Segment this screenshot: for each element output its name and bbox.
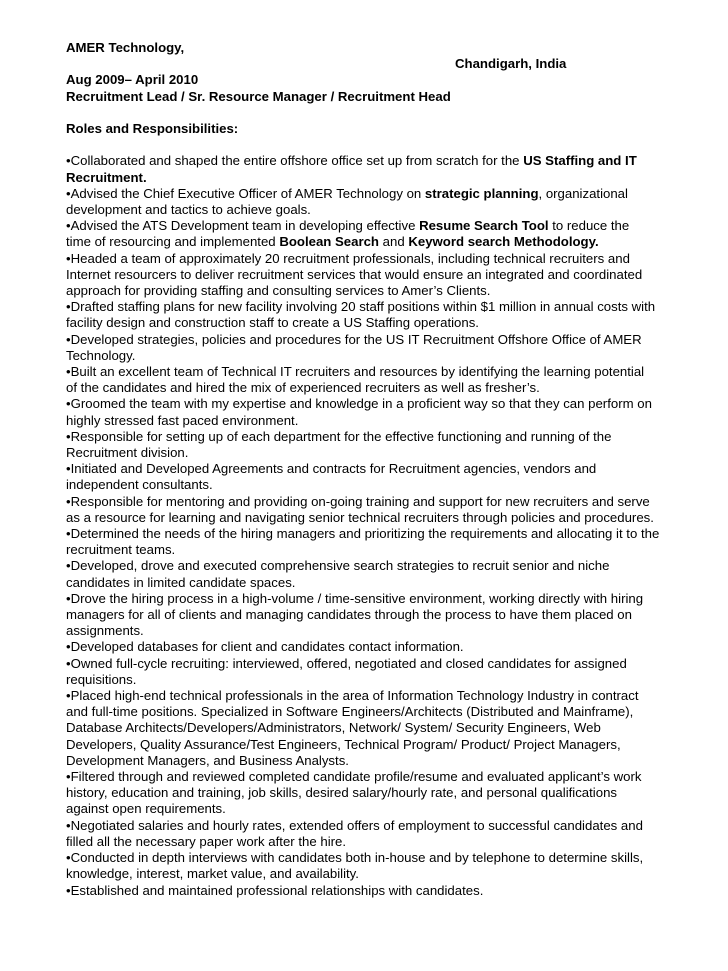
bullet-marker: • [66, 526, 71, 542]
responsibility-item: •Groomed the team with my expertise and knowledge in a proficient way so that they can perform on highly stressed fast paced environment. [66, 396, 652, 428]
job-location: Chandigarh, India [455, 56, 567, 72]
responsibility-item: •Advised the Chief Executive Officer of AMER Technology on strategic planning, organizational development and tactics to achieve goals. [66, 185, 628, 217]
responsibility-item: •Owned full-cycle recruiting: interviewed, offered, negotiated and closed candidates for assigned requisitions. [66, 655, 627, 687]
bullet-marker: • [66, 558, 71, 574]
emphasis-text: Keyword search Methodology. [408, 234, 599, 250]
responsibility-item: •Responsible for mentoring and providing on-going training and support for new recruiters and serve as a resource for learning and navigating senior technical recruiters through policies and procedures. [66, 493, 654, 525]
bullet-marker: • [66, 218, 71, 234]
bullet-marker: • [66, 639, 71, 655]
responsibility-item: •Collaborated and shaped the entire offshore office set up from scratch for the US Staffing and IT Recruitment. [66, 153, 637, 185]
responsibility-item: •Initiated and Developed Agreements and contracts for Recruitment agencies, vendors and independent consultants. [66, 461, 597, 493]
bullet-marker: • [66, 331, 71, 347]
bullet-marker: • [66, 461, 71, 477]
responsibility-item: •Drove the hiring process in a high-volume / time-sensitive environment, working directly with hiring managers for all of clients and managing candidates through the process to have them placed on assignments. [66, 590, 644, 639]
bullet-marker: • [66, 396, 71, 412]
roles-heading: Roles and Responsibilities: [66, 120, 239, 136]
emphasis-text: Recruitment. [66, 169, 147, 185]
bullet-marker: • [66, 250, 71, 266]
bullet-marker: • [66, 364, 71, 379]
responsibility-item: •Determined the needs of the hiring managers and prioritizing the requirements and allocating it to the recruitment teams. [66, 526, 660, 558]
responsibility-item: •Negotiated salaries and hourly rates, extended offers of employment to successful candidates and filled all the necessary paper work after the hire. [66, 817, 643, 849]
bullet-marker: • [66, 655, 71, 671]
resume-page [66, 40, 666, 899]
bullet-marker: • [66, 882, 71, 898]
bullet-marker: • [66, 850, 71, 866]
responsibility-item: •Filtered through and reviewed completed candidate profile/resume and evaluated applicant’s work history, education and training, job skills, desired salary/hourly rate, and personal qualifications against open requirements. [66, 769, 642, 817]
responsibility-item: •Developed, drove and executed comprehensive search strategies to recruit senior and niche candidates in limited candidate spaces. [66, 558, 610, 590]
spacer [66, 105, 666, 121]
bullet-marker: • [66, 590, 71, 606]
responsibilities-list [66, 153, 666, 898]
responsibility-item: •Placed high-end technical professionals in the area of Information Technology Industry in contract and full-time positions. Specialized in Software Engineers/Architects (Distributed and Mainframe), Database Architects/Developers/Administrators, Network/ System/ Security Engineers, Web Developers, Quality Assurance/Test Engineers, Technical Program/ Product/ Project Managers, Development Managers, and Business Analysts. [66, 688, 639, 768]
emphasis-text: Boolean Search [279, 234, 379, 250]
responsibility-item: •Developed databases for client and candidates contact information. [66, 639, 464, 655]
responsibility-item: •Conducted in depth interviews with candidates both in-house and by telephone to determine skills, knowledge, interest, market value, and availability. [66, 850, 644, 882]
bullet-marker: • [66, 493, 71, 509]
responsibility-item: •Advised the ATS Development team in developing effective Resume Search Tool to reduce the time of resourcing and implemented Boolean Search and Keyword search Methodology. [66, 218, 630, 250]
bullet-marker: • [66, 817, 71, 833]
bullet-marker: • [66, 185, 71, 201]
job-title: Recruitment Lead / Sr. Resource Manager / Recruitment Head [66, 88, 451, 104]
company-name: AMER Technology, [66, 40, 185, 55]
emphasis-text: Resume Search Tool [419, 218, 549, 234]
bullet-marker: • [66, 428, 71, 444]
bullet-marker: • [66, 153, 71, 169]
responsibility-item: •Responsible for setting up of each department for the effective functioning and running of the Recruitment division. [66, 428, 612, 461]
responsibility-item: •Built an excellent team of Technical IT recruiters and resources by identifying the learning potential of the candidates and hired the mix of experienced recruiters as well as fresher’s. [66, 364, 645, 396]
bullet-marker: • [66, 688, 71, 704]
responsibility-item: •Established and maintained professional relationships with candidates. [66, 882, 484, 898]
responsibility-item: •Drafted staffing plans for new facility involving 20 staff positions within $1 million in annual costs with facility design and construction staff to create a US Staffing operations. [66, 299, 656, 331]
bullet-marker: • [66, 299, 71, 315]
bullet-marker: • [66, 769, 71, 785]
employment-dates: Aug 2009– April 2010 [66, 72, 199, 88]
responsibility-item: •Developed strategies, policies and procedures for the US IT Recruitment Offshore Office of AMER Technology. [66, 331, 642, 363]
emphasis-text: US Staffing and IT [523, 153, 637, 169]
spacer [66, 137, 666, 153]
emphasis-text: strategic planning [424, 185, 539, 201]
responsibility-item: •Headed a team of approximately 20 recruitment professionals, including technical recruiters and Internet resourcers to deliver recruitment services that would ensure an integrated and coordinated approach for providing staffing and consulting services to Amer’s Clients. [66, 250, 643, 298]
